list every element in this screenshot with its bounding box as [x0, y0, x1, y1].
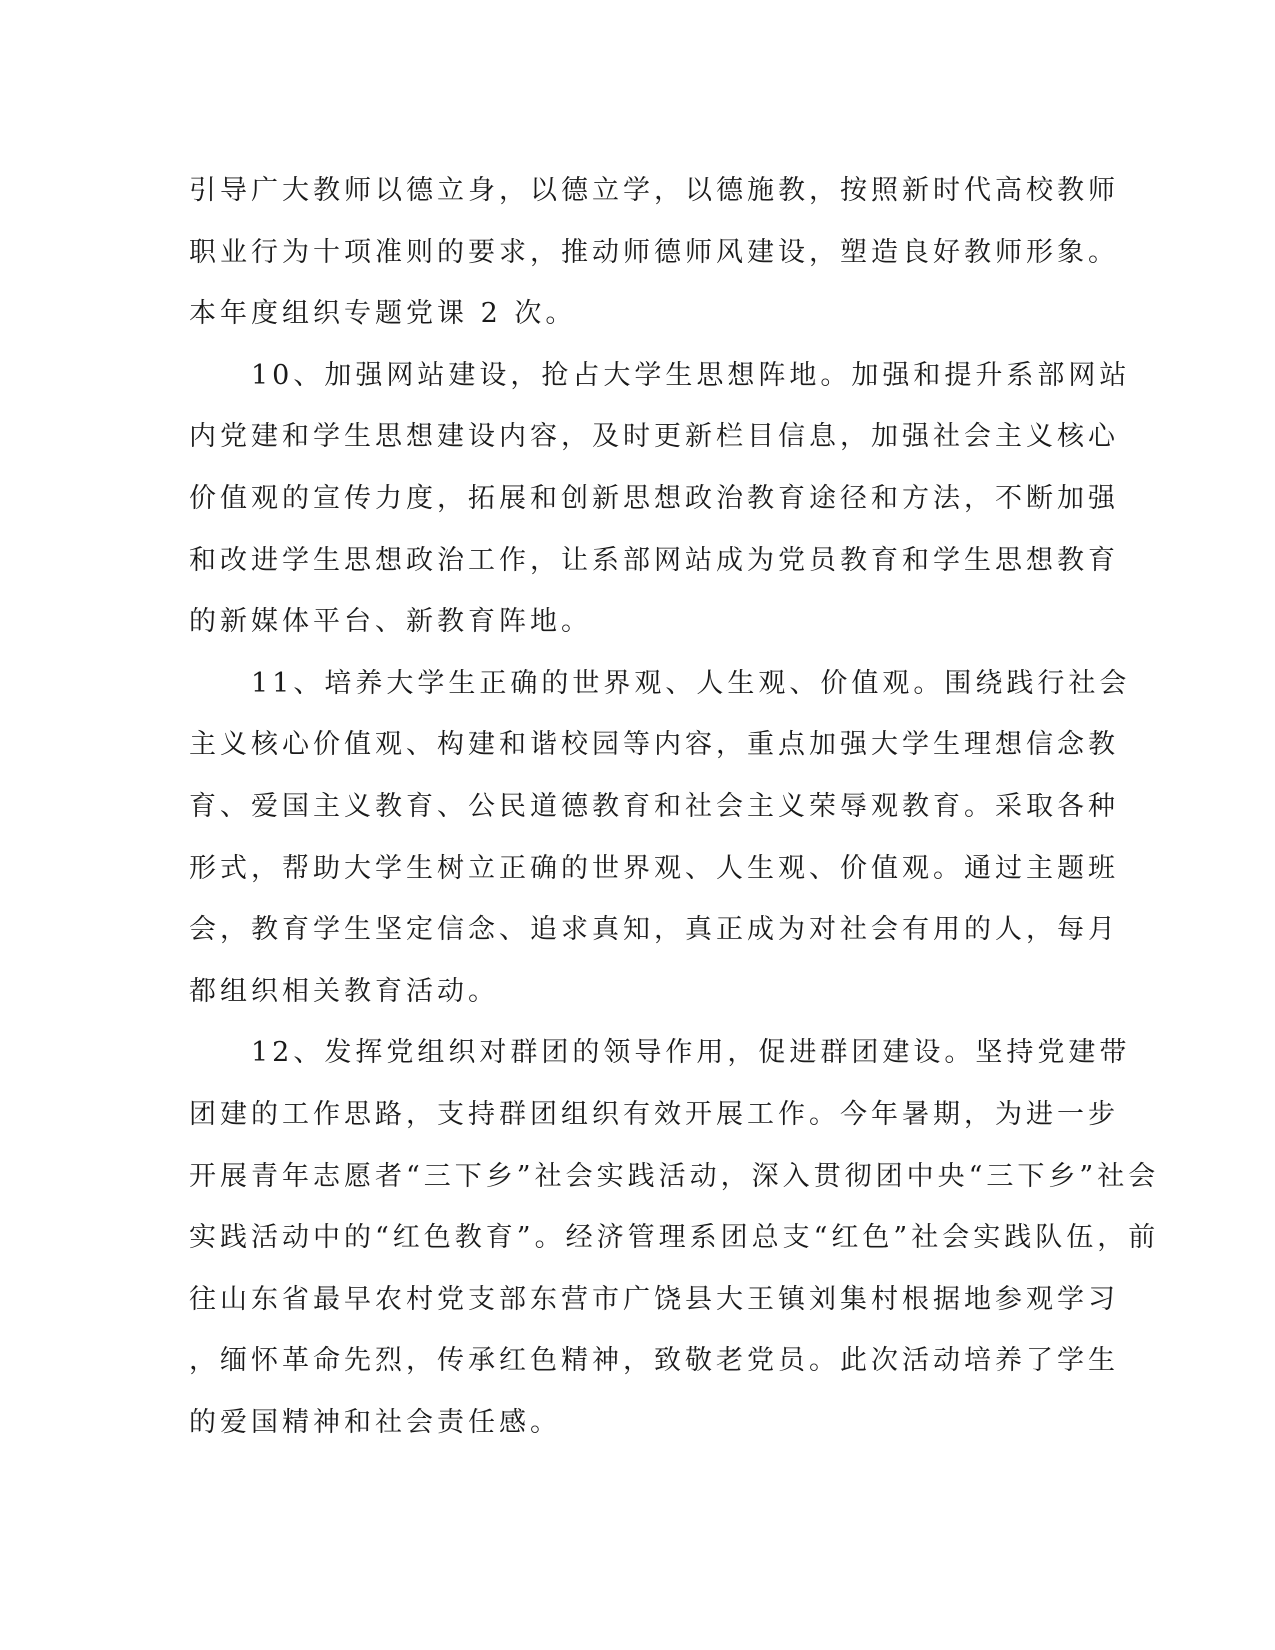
- text-line: 和改进学生思想政治工作，让系部网站成为党员教育和学生思想教育: [189, 544, 1119, 576]
- text-line: 本年度组织专题党课 2 次。: [189, 298, 577, 330]
- text-line: 形式，帮助大学生树立正确的世界观、人生观、价值观。通过主题班: [189, 852, 1119, 884]
- text-line: 价值观的宣传力度，拓展和创新思想政治教育途径和方法，不断加强: [189, 482, 1119, 514]
- text-line: 引导广大教师以德立身，以德立学，以德施教，按照新时代高校教师: [189, 175, 1119, 206]
- text-line: 实践活动中的“红色教育”。经济管理系团总支“红色”社会实践队伍，前: [189, 1222, 1160, 1254]
- text-line: 都组织相关教育活动。: [189, 975, 499, 1007]
- text-line: 内党建和学生思想建设内容，及时更新栏目信息，加强社会主义核心: [189, 421, 1119, 453]
- text-line: 的新媒体平台、新教育阵地。: [189, 606, 592, 638]
- text-line: 主义核心价值观、构建和谐校园等内容，重点加强大学生理想信念教: [189, 729, 1119, 761]
- text-line: 12、发挥党组织对群团的领导作用，促进群团建设。坚持党建带: [189, 1037, 1131, 1069]
- text-line: 的爱国精神和社会责任感。: [189, 1406, 561, 1438]
- text-line: 开展青年志愿者“三下乡”社会实践活动，深入贯彻团中央“三下乡”社会: [189, 1160, 1160, 1192]
- text-line: 往山东省最早农村党支部东营市广饶县大王镇刘集村根据地参观学习: [189, 1283, 1119, 1315]
- text-line: 10、加强网站建设，抢占大学生思想阵地。加强和提升系部网站: [189, 359, 1131, 391]
- text-line: 会，教育学生坚定信念、追求真知，真正成为对社会有用的人，每月: [189, 914, 1119, 946]
- text-line: 育、爱国主义教育、公民道德教育和社会主义荣辱观教育。采取各种: [189, 790, 1119, 822]
- text-line: ，缅怀革命先烈，传承红色精神，致敬老党员。此次活动培养了学生: [189, 1345, 1119, 1377]
- text-line: 团建的工作思路，支持群团组织有效开展工作。今年暑期，为进一步: [189, 1098, 1119, 1130]
- text-line: 11、培养大学生正确的世界观、人生观、价值观。围绕践行社会: [189, 667, 1131, 699]
- text-line: 职业行为十项准则的要求，推动师德师风建设，塑造良好教师形象。: [189, 236, 1119, 268]
- document-body: [189, 160, 1160, 1453]
